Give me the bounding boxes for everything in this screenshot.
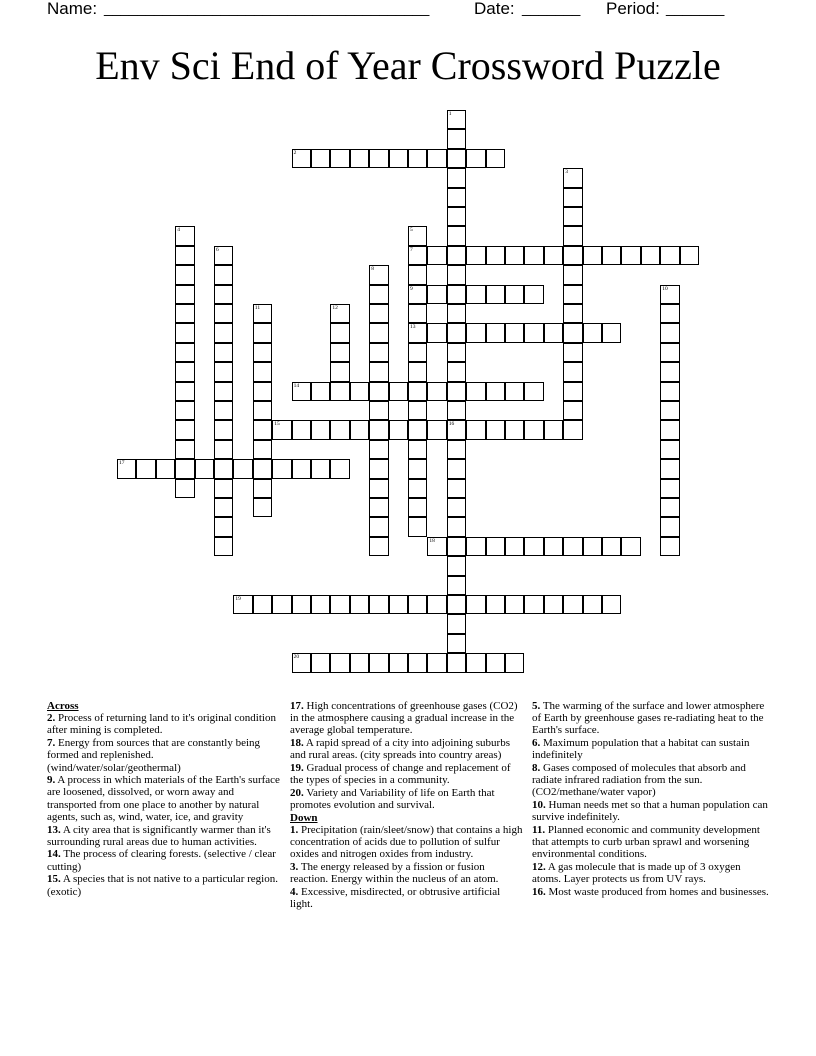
grid-cell[interactable] bbox=[447, 653, 466, 672]
clue-number: 6 bbox=[216, 246, 219, 253]
grid-cell[interactable] bbox=[427, 246, 446, 265]
grid-cell[interactable] bbox=[563, 362, 582, 381]
date-label: Date: bbox=[474, 0, 515, 18]
clue-number: 3 bbox=[565, 169, 568, 176]
grid-cell[interactable] bbox=[369, 265, 388, 284]
grid-cell[interactable] bbox=[408, 226, 427, 245]
grid-cell[interactable] bbox=[447, 498, 466, 517]
grid-cell[interactable] bbox=[272, 459, 291, 478]
grid-cell[interactable] bbox=[447, 226, 466, 245]
grid-cell[interactable] bbox=[524, 323, 543, 342]
grid-cell[interactable] bbox=[214, 517, 233, 536]
grid-cell[interactable] bbox=[369, 459, 388, 478]
grid-cell[interactable] bbox=[350, 595, 369, 614]
grid-cell[interactable] bbox=[447, 459, 466, 478]
grid-cell[interactable] bbox=[524, 382, 543, 401]
grid-cell[interactable] bbox=[680, 246, 699, 265]
grid-cell[interactable] bbox=[447, 246, 466, 265]
grid-cell[interactable] bbox=[175, 420, 194, 439]
grid-cell[interactable] bbox=[563, 401, 582, 420]
grid-cell[interactable] bbox=[233, 459, 252, 478]
grid-cell[interactable] bbox=[466, 537, 485, 556]
clue-number: 5 bbox=[410, 227, 413, 234]
grid-cell[interactable] bbox=[408, 401, 427, 420]
grid-cell[interactable] bbox=[175, 362, 194, 381]
grid-cell[interactable] bbox=[408, 362, 427, 381]
grid-cell[interactable] bbox=[311, 595, 330, 614]
grid-cell[interactable] bbox=[505, 285, 524, 304]
clues-column-2 bbox=[290, 700, 524, 911]
grid-cell[interactable] bbox=[583, 537, 602, 556]
grid-cell[interactable] bbox=[660, 517, 679, 536]
grid-cell[interactable] bbox=[117, 459, 136, 478]
clue-number: 2 bbox=[293, 149, 297, 156]
grid-cell[interactable] bbox=[524, 537, 543, 556]
clue-number: 4 bbox=[177, 227, 180, 234]
grid-cell[interactable] bbox=[544, 323, 563, 342]
grid-cell[interactable] bbox=[292, 459, 311, 478]
grid-cell[interactable] bbox=[447, 382, 466, 401]
clue-number: 16 bbox=[448, 421, 455, 428]
grid-cell[interactable] bbox=[408, 285, 427, 304]
grid-cell[interactable] bbox=[175, 265, 194, 284]
grid-cell[interactable] bbox=[408, 343, 427, 362]
grid-cell[interactable] bbox=[253, 401, 272, 420]
grid-cell[interactable] bbox=[563, 168, 582, 187]
grid-cell[interactable] bbox=[330, 420, 349, 439]
grid-cell[interactable] bbox=[466, 382, 485, 401]
grid-cell[interactable] bbox=[156, 459, 175, 478]
grid-cell[interactable] bbox=[621, 246, 640, 265]
clue-down-1: 1. Precipitation (rain/sleet/snow) that contains a high concentration of acids due to pollution of sulfur oxides and nitrogen oxides from industry. bbox=[290, 824, 523, 861]
clue-down-10: 10. Human needs met so that a human population can survive indefinitely. bbox=[532, 799, 768, 824]
grid-cell[interactable] bbox=[505, 323, 524, 342]
grid-cell[interactable] bbox=[253, 595, 272, 614]
grid-cell[interactable] bbox=[330, 323, 349, 342]
grid-cell[interactable] bbox=[292, 420, 311, 439]
clue-number: 7 bbox=[410, 246, 413, 253]
grid-cell[interactable] bbox=[660, 304, 679, 323]
grid-cell[interactable] bbox=[253, 362, 272, 381]
grid-cell[interactable] bbox=[369, 440, 388, 459]
grid-cell[interactable] bbox=[447, 401, 466, 420]
grid-cell[interactable] bbox=[350, 149, 369, 168]
grid-cell[interactable] bbox=[408, 479, 427, 498]
grid-cell[interactable] bbox=[272, 420, 291, 439]
grid-cell[interactable] bbox=[253, 479, 272, 498]
clue-number: 18 bbox=[429, 537, 435, 544]
grid-cell[interactable] bbox=[272, 595, 291, 614]
grid-cell[interactable] bbox=[330, 304, 349, 323]
grid-cell[interactable] bbox=[486, 595, 505, 614]
grid-cell[interactable] bbox=[660, 420, 679, 439]
grid-cell[interactable] bbox=[447, 110, 466, 129]
grid-cell[interactable] bbox=[408, 440, 427, 459]
grid-cell[interactable] bbox=[505, 420, 524, 439]
grid-cell[interactable] bbox=[369, 323, 388, 342]
grid-cell[interactable] bbox=[563, 382, 582, 401]
clue-down-11: 11. Planned economic and community development that attempts to curb urban sprawl and worsening environmental conditions. bbox=[532, 824, 760, 861]
grid-cell[interactable] bbox=[447, 285, 466, 304]
grid-cell[interactable] bbox=[660, 362, 679, 381]
clue-down-12: 12. A gas molecule that is made up of 3 oxygen atoms. Layer protects us from UV rays. bbox=[532, 861, 741, 886]
grid-cell[interactable] bbox=[466, 420, 485, 439]
grid-cell[interactable] bbox=[505, 595, 524, 614]
grid-cell[interactable] bbox=[447, 595, 466, 614]
grid-cell[interactable] bbox=[583, 246, 602, 265]
grid-cell[interactable] bbox=[447, 479, 466, 498]
grid-cell[interactable] bbox=[175, 304, 194, 323]
grid-cell[interactable] bbox=[447, 556, 466, 575]
grid-cell[interactable] bbox=[466, 595, 485, 614]
grid-cell[interactable] bbox=[505, 653, 524, 672]
grid-cell[interactable] bbox=[602, 323, 621, 342]
clue-down-4: 4. Excessive, misdirected, or obtrusive artificial light. bbox=[290, 886, 501, 911]
grid-cell[interactable] bbox=[369, 479, 388, 498]
grid-cell[interactable] bbox=[486, 246, 505, 265]
clue-down-16: 16. Most waste produced from homes and businesses. bbox=[532, 886, 769, 899]
grid-cell[interactable] bbox=[466, 149, 485, 168]
grid-cell[interactable] bbox=[466, 246, 485, 265]
grid-cell[interactable] bbox=[660, 537, 679, 556]
grid-cell[interactable] bbox=[660, 440, 679, 459]
grid-cell[interactable] bbox=[369, 595, 388, 614]
grid-cell[interactable] bbox=[447, 440, 466, 459]
grid-cell[interactable] bbox=[408, 382, 427, 401]
grid-cell[interactable] bbox=[253, 498, 272, 517]
grid-cell[interactable] bbox=[660, 246, 679, 265]
grid-cell[interactable] bbox=[563, 304, 582, 323]
grid-cell[interactable] bbox=[660, 382, 679, 401]
grid-cell[interactable] bbox=[544, 246, 563, 265]
grid-cell[interactable] bbox=[505, 246, 524, 265]
grid-cell[interactable] bbox=[563, 285, 582, 304]
grid-cell[interactable] bbox=[369, 304, 388, 323]
period-line: _______ bbox=[666, 0, 725, 17]
grid-cell[interactable] bbox=[447, 576, 466, 595]
grid-cell[interactable] bbox=[621, 537, 640, 556]
grid-cell[interactable] bbox=[369, 362, 388, 381]
grid-cell[interactable] bbox=[563, 343, 582, 362]
grid-cell[interactable] bbox=[524, 420, 543, 439]
grid-cell[interactable] bbox=[524, 285, 543, 304]
grid-cell[interactable] bbox=[292, 653, 311, 672]
grid-cell[interactable] bbox=[292, 149, 311, 168]
grid-cell[interactable] bbox=[563, 226, 582, 245]
period-label: Period: bbox=[606, 0, 660, 18]
grid-cell[interactable] bbox=[253, 323, 272, 342]
clue-number: 19 bbox=[235, 596, 241, 602]
grid-cell[interactable] bbox=[330, 149, 349, 168]
grid-cell[interactable] bbox=[544, 595, 563, 614]
grid-cell[interactable] bbox=[369, 498, 388, 517]
clue-down-8: 8. Gases composed of molecules that absorb and radiate infrared radiation from the sun. (CO2/methane/water vapor) bbox=[532, 762, 746, 799]
clue-number: 9 bbox=[410, 285, 413, 292]
grid-cell[interactable] bbox=[214, 265, 233, 284]
grid-cell[interactable] bbox=[369, 653, 388, 672]
grid-cell[interactable] bbox=[175, 343, 194, 362]
grid-cell[interactable] bbox=[330, 595, 349, 614]
grid-cell[interactable] bbox=[544, 420, 563, 439]
grid-cell[interactable] bbox=[214, 323, 233, 342]
grid-cell[interactable] bbox=[563, 246, 582, 265]
grid-cell[interactable] bbox=[447, 188, 466, 207]
clue-across-18: 18. A rapid spread of a city into adjoining suburbs and rural areas. (city spreads into country areas) bbox=[290, 737, 510, 762]
grid-cell[interactable] bbox=[486, 537, 505, 556]
clue-number: 1 bbox=[448, 111, 452, 117]
grid-cell[interactable] bbox=[175, 323, 194, 342]
clues-column-3 bbox=[532, 700, 770, 899]
grid-cell[interactable] bbox=[175, 226, 194, 245]
grid-cell[interactable] bbox=[447, 323, 466, 342]
grid-cell[interactable] bbox=[369, 537, 388, 556]
grid-cell[interactable] bbox=[486, 420, 505, 439]
grid-cell[interactable] bbox=[427, 537, 446, 556]
grid-cell[interactable] bbox=[369, 285, 388, 304]
clue-across-15: 15. A species that is not native to a particular region. (exotic) bbox=[47, 873, 278, 898]
grid-cell[interactable] bbox=[660, 498, 679, 517]
grid-cell[interactable] bbox=[408, 265, 427, 284]
grid-cell[interactable] bbox=[292, 595, 311, 614]
grid-cell[interactable] bbox=[214, 246, 233, 265]
grid-cell[interactable] bbox=[563, 265, 582, 284]
grid-cell[interactable] bbox=[408, 304, 427, 323]
name-label: Name: bbox=[47, 0, 98, 18]
grid-cell[interactable] bbox=[369, 517, 388, 536]
grid-cell[interactable] bbox=[408, 595, 427, 614]
grid-cell[interactable] bbox=[253, 382, 272, 401]
grid-cell[interactable] bbox=[583, 595, 602, 614]
grid-cell[interactable] bbox=[175, 440, 194, 459]
grid-cell[interactable] bbox=[389, 149, 408, 168]
grid-cell[interactable] bbox=[175, 382, 194, 401]
grid-cell[interactable] bbox=[466, 323, 485, 342]
clue-number: 13 bbox=[410, 324, 416, 331]
grid-cell[interactable] bbox=[175, 459, 194, 478]
grid-cell[interactable] bbox=[447, 517, 466, 536]
grid-cell[interactable] bbox=[486, 323, 505, 342]
grid-cell[interactable] bbox=[563, 537, 582, 556]
grid-cell[interactable] bbox=[447, 304, 466, 323]
grid-cell[interactable] bbox=[563, 420, 582, 439]
clue-number: 8 bbox=[371, 266, 374, 273]
grid-cell[interactable] bbox=[214, 401, 233, 420]
grid-cell[interactable] bbox=[427, 420, 446, 439]
grid-cell[interactable] bbox=[369, 149, 388, 168]
clue-number: 20 bbox=[293, 654, 300, 661]
grid-cell[interactable] bbox=[427, 595, 446, 614]
grid-cell[interactable] bbox=[311, 459, 330, 478]
grid-cell[interactable] bbox=[524, 246, 543, 265]
grid-cell[interactable] bbox=[447, 343, 466, 362]
grid-cell[interactable] bbox=[175, 479, 194, 498]
grid-cell[interactable] bbox=[427, 653, 446, 672]
grid-cell[interactable] bbox=[544, 537, 563, 556]
grid-cell[interactable] bbox=[447, 614, 466, 633]
grid-cell[interactable] bbox=[447, 168, 466, 187]
grid-cell[interactable] bbox=[563, 595, 582, 614]
grid-cell[interactable] bbox=[660, 459, 679, 478]
grid-cell[interactable] bbox=[330, 362, 349, 381]
clue-across-17: 17. High concentrations of greenhouse gases (CO2) in the atmosphere causing a gradual increase in the average global temperature. bbox=[290, 700, 518, 737]
grid-cell[interactable] bbox=[486, 285, 505, 304]
date-line: _______ bbox=[522, 0, 581, 17]
grid-cell[interactable] bbox=[311, 653, 330, 672]
grid-cell[interactable] bbox=[505, 537, 524, 556]
grid-cell[interactable] bbox=[486, 382, 505, 401]
grid-cell[interactable] bbox=[369, 420, 388, 439]
grid-cell[interactable] bbox=[253, 459, 272, 478]
grid-cell[interactable] bbox=[330, 343, 349, 362]
grid-cell[interactable] bbox=[214, 382, 233, 401]
grid-cell[interactable] bbox=[602, 246, 621, 265]
across-heading: Across bbox=[47, 700, 79, 712]
grid-cell[interactable] bbox=[660, 343, 679, 362]
grid-cell[interactable] bbox=[408, 420, 427, 439]
clue-down-3: 3. The energy released by a fission or fusion reaction. Energy within the nucleus of an atom. bbox=[290, 861, 499, 886]
grid-cell[interactable] bbox=[408, 653, 427, 672]
clue-down-6: 6. Maximum population that a habitat can sustain indefinitely bbox=[532, 737, 750, 762]
grid-cell[interactable] bbox=[369, 343, 388, 362]
grid-cell[interactable] bbox=[524, 595, 543, 614]
grid-cell[interactable] bbox=[408, 323, 427, 342]
clue-number: 10 bbox=[662, 285, 668, 292]
grid-cell[interactable] bbox=[195, 459, 214, 478]
grid-cell[interactable] bbox=[602, 537, 621, 556]
clues-column-1 bbox=[47, 700, 283, 898]
clue-across-19: 19. Gradual process of change and replacement of the types of species in a community. bbox=[290, 762, 511, 787]
grid-cell[interactable] bbox=[214, 498, 233, 517]
grid-cell[interactable] bbox=[253, 420, 272, 439]
grid-cell[interactable] bbox=[563, 188, 582, 207]
grid-cell[interactable] bbox=[389, 653, 408, 672]
grid-cell[interactable] bbox=[602, 595, 621, 614]
clue-across-20: 20. Variety and Variability of life on Earth that promotes evolution and survival. bbox=[290, 786, 495, 812]
grid-cell[interactable] bbox=[466, 653, 485, 672]
clue-down-5: 5. The warming of the surface and lower atmosphere of Earth by greenhouse gases re-radiating heat to the Earth's surface. bbox=[532, 700, 765, 737]
grid-cell[interactable] bbox=[486, 149, 505, 168]
grid-cell[interactable] bbox=[389, 420, 408, 439]
grid-cell[interactable] bbox=[660, 323, 679, 342]
clue-across-13: 13. A city area that is significantly warmer than it's surrounding rural areas due to human activities. bbox=[47, 823, 271, 848]
clue-number: 11 bbox=[254, 305, 261, 311]
grid-cell[interactable] bbox=[233, 595, 252, 614]
clue-across-14: 14. The process of clearing forests. (selective / clear cutting) bbox=[47, 848, 276, 873]
grid-cell[interactable] bbox=[330, 653, 349, 672]
grid-cell[interactable] bbox=[214, 343, 233, 362]
grid-cell[interactable] bbox=[369, 382, 388, 401]
clue-number: 17 bbox=[119, 460, 125, 467]
grid-cell[interactable] bbox=[505, 382, 524, 401]
grid-cell[interactable] bbox=[447, 362, 466, 381]
grid-cell[interactable] bbox=[447, 129, 466, 148]
grid-cell[interactable] bbox=[389, 382, 408, 401]
grid-cell[interactable] bbox=[427, 149, 446, 168]
grid-cell[interactable] bbox=[447, 207, 466, 226]
grid-cell[interactable] bbox=[563, 323, 582, 342]
grid-cell[interactable] bbox=[214, 479, 233, 498]
grid-cell[interactable] bbox=[175, 246, 194, 265]
grid-cell[interactable] bbox=[447, 634, 466, 653]
grid-cell[interactable] bbox=[447, 537, 466, 556]
clue-across-9: 9. A process in which materials of the Earth's surface are loosened, dissolved, or worn away and transported from one place to another by natural agents, such as, wind, water, ice, and gravity bbox=[47, 774, 280, 823]
grid-cell[interactable] bbox=[447, 149, 466, 168]
grid-cell[interactable] bbox=[292, 382, 311, 401]
grid-cell[interactable] bbox=[660, 401, 679, 420]
grid-cell[interactable] bbox=[427, 382, 446, 401]
grid-cell[interactable] bbox=[408, 517, 427, 536]
grid-cell[interactable] bbox=[350, 420, 369, 439]
grid-cell[interactable] bbox=[486, 653, 505, 672]
grid-cell[interactable] bbox=[350, 653, 369, 672]
grid-cell[interactable] bbox=[447, 265, 466, 284]
clue-across-2: 2. Process of returning land to it's original condition after mining is completed. bbox=[47, 712, 276, 737]
grid-cell[interactable] bbox=[214, 537, 233, 556]
clue-number: 12 bbox=[332, 305, 338, 311]
grid-cell[interactable] bbox=[175, 285, 194, 304]
grid-cell[interactable] bbox=[408, 498, 427, 517]
grid-cell[interactable] bbox=[466, 285, 485, 304]
down-heading: Down bbox=[290, 811, 318, 824]
grid-cell[interactable] bbox=[369, 401, 388, 420]
page-title: Env Sci End of Year Crossword Puzzle bbox=[95, 43, 721, 88]
grid-cell[interactable] bbox=[660, 285, 679, 304]
grid-cell[interactable] bbox=[136, 459, 155, 478]
grid-cell[interactable] bbox=[253, 343, 272, 362]
grid-cell[interactable] bbox=[214, 420, 233, 439]
grid-cell[interactable] bbox=[311, 420, 330, 439]
grid-cell[interactable] bbox=[583, 323, 602, 342]
grid-cell[interactable] bbox=[427, 285, 446, 304]
grid-cell[interactable] bbox=[408, 246, 427, 265]
grid-cell[interactable] bbox=[660, 479, 679, 498]
grid-cell[interactable] bbox=[447, 420, 466, 439]
grid-cell[interactable] bbox=[389, 595, 408, 614]
grid-cell[interactable] bbox=[214, 440, 233, 459]
grid-cell[interactable] bbox=[214, 285, 233, 304]
grid-cell[interactable] bbox=[641, 246, 660, 265]
grid-cell[interactable] bbox=[253, 440, 272, 459]
name-line: _______________________________________ bbox=[104, 0, 430, 17]
grid-cell[interactable] bbox=[311, 382, 330, 401]
grid-cell[interactable] bbox=[330, 382, 349, 401]
clue-number: 15 bbox=[274, 421, 280, 428]
grid-cell[interactable] bbox=[408, 149, 427, 168]
grid-cell[interactable] bbox=[253, 304, 272, 323]
clue-across-7: 7. Energy from sources that are constantly being formed and replenished. (wind/water/solar/geothermal) bbox=[47, 737, 261, 774]
grid-cell[interactable] bbox=[408, 459, 427, 478]
grid-cell[interactable] bbox=[330, 459, 349, 478]
grid-cell[interactable] bbox=[214, 362, 233, 381]
grid-cell[interactable] bbox=[214, 459, 233, 478]
grid-cell[interactable] bbox=[214, 304, 233, 323]
grid-cell[interactable] bbox=[427, 323, 446, 342]
grid-cell[interactable] bbox=[563, 207, 582, 226]
clue-number: 14 bbox=[293, 382, 300, 389]
grid-cell[interactable] bbox=[311, 149, 330, 168]
grid-cell[interactable] bbox=[175, 401, 194, 420]
grid-cell[interactable] bbox=[350, 382, 369, 401]
